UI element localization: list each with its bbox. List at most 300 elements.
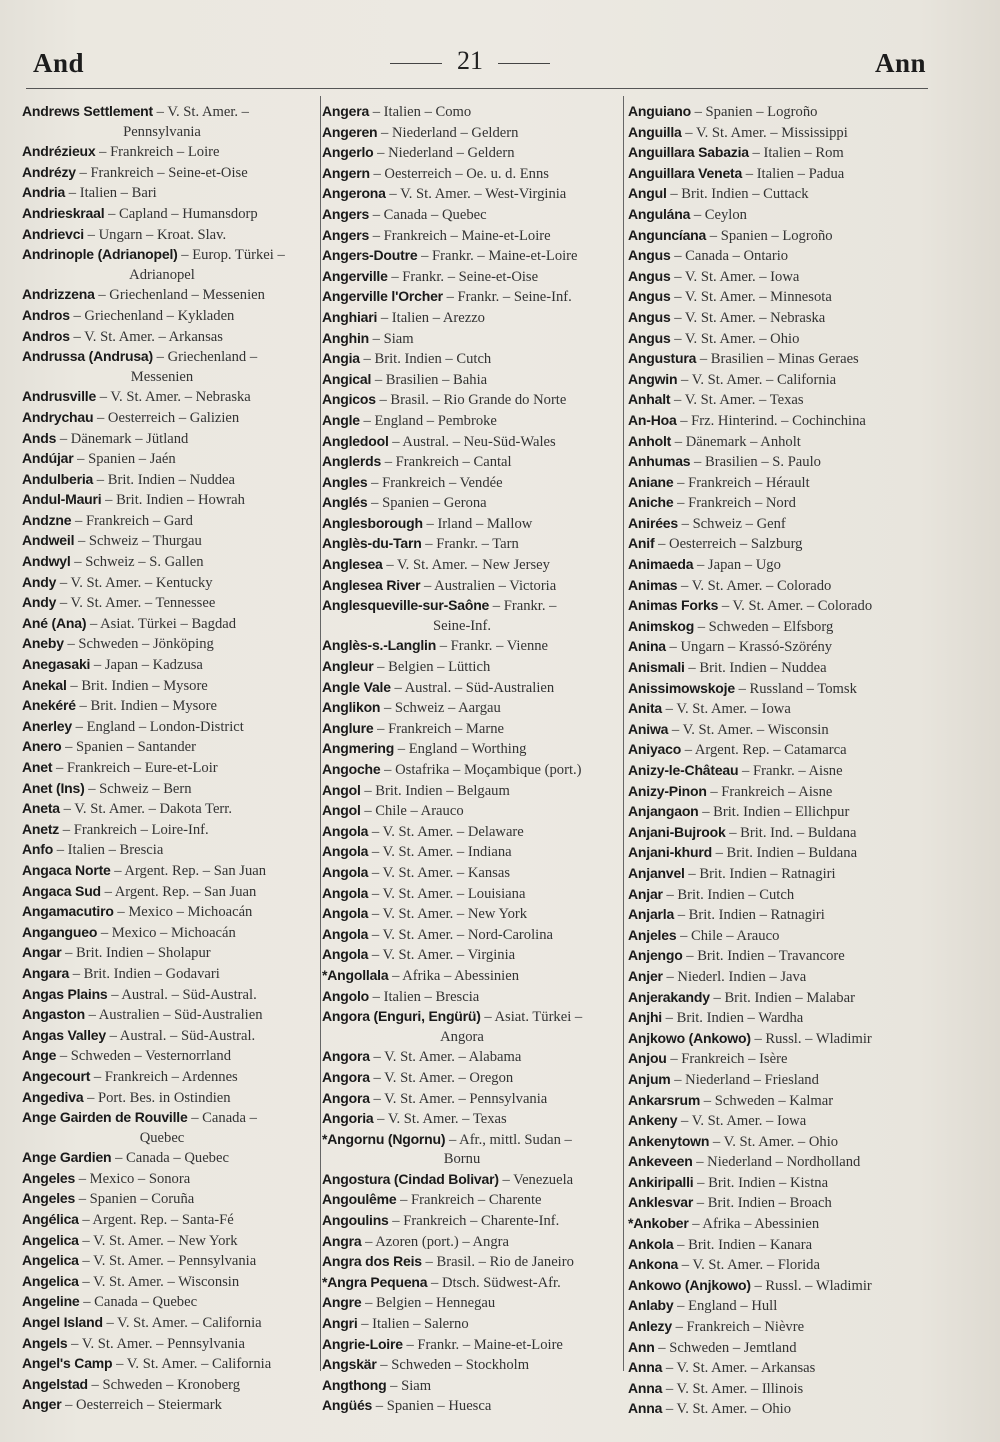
entry-place-name: Anjanvel bbox=[628, 864, 685, 881]
gazetteer-entry bbox=[628, 370, 928, 391]
entry-location: – Australien – Süd-Australien bbox=[88, 1007, 263, 1024]
gazetteer-entry bbox=[628, 1214, 928, 1235]
entry-place-name: Ankenytown bbox=[628, 1132, 710, 1149]
entry-location: – Canada – Quebec bbox=[115, 1150, 229, 1167]
entry-place-name: Angern bbox=[322, 164, 370, 181]
entry-place-name: Angledool bbox=[322, 432, 389, 449]
entry-location: – Argent. Rep. – Catamarca bbox=[684, 742, 847, 759]
entry-place-name: Anglikon bbox=[322, 699, 381, 716]
entry-place-name: Anerley bbox=[22, 717, 72, 734]
entry-location: – Frankreich – Loire-Inf. bbox=[62, 821, 209, 838]
entry-location: – Chile – Arauco bbox=[364, 803, 464, 820]
entry-place-name: Angas Valley bbox=[22, 1026, 106, 1043]
entry-place-name: Angangueo bbox=[22, 923, 98, 940]
entry-place-name: Aniyaco bbox=[628, 741, 682, 758]
entry-place-name: Anissimowskoje bbox=[628, 679, 735, 696]
entry-place-name: Andrews Settlement bbox=[22, 103, 153, 119]
entry-place-name: Angerville bbox=[322, 267, 388, 284]
gazetteer-entry bbox=[22, 204, 322, 225]
gazetteer-entry bbox=[22, 882, 322, 903]
entry-location: – Schweden – Elfsborg bbox=[697, 618, 834, 635]
gazetteer-entry bbox=[322, 308, 622, 329]
entry-place-name: Angus bbox=[628, 247, 671, 264]
entry-place-name: Anna bbox=[628, 1379, 663, 1396]
entry-place-name: Anjani-khurd bbox=[628, 844, 712, 861]
entry-place-name: Andrievci bbox=[22, 225, 84, 242]
entry-location: – Brit. Indien – Kistna bbox=[697, 1174, 829, 1191]
entry-place-name: Angelstad bbox=[22, 1375, 88, 1392]
entry-place-name: Angora bbox=[322, 1089, 370, 1106]
entry-place-name: Angus bbox=[628, 308, 671, 325]
entry-place-name: Ankeny bbox=[628, 1112, 678, 1129]
entry-location: – V. St. Amer. – Tennessee bbox=[59, 595, 216, 612]
gazetteer-entry bbox=[22, 285, 322, 306]
entry-location: – Ungarn – Kroat. Slav. bbox=[87, 226, 227, 243]
gazetteer-entry bbox=[22, 799, 322, 820]
entry-location: – V. St. Amer. – Texas bbox=[674, 392, 804, 409]
entry-place-name: Angaca Sud bbox=[22, 882, 101, 899]
gazetteer-entry bbox=[628, 287, 928, 308]
gazetteer-entry bbox=[628, 1255, 928, 1276]
entry-location: – Oesterreich – Oe. u. d. Enns bbox=[373, 165, 549, 182]
entry-location: – V. St. Amer. – Iowa bbox=[681, 1113, 807, 1130]
entry-place-name: Anismali bbox=[628, 659, 685, 676]
entry-location: – Spanien – Jaén bbox=[77, 451, 176, 468]
entry-location: – Niederland – Geldern bbox=[381, 124, 519, 141]
gazetteer-entry bbox=[628, 1091, 928, 1112]
gazetteer-entry bbox=[22, 1148, 322, 1169]
gazetteer-entry bbox=[628, 349, 928, 370]
entry-location: – Griechenland – bbox=[156, 349, 258, 366]
entry-location: – Venezuela bbox=[502, 1171, 574, 1188]
entry-place-name: Anirées bbox=[628, 514, 678, 531]
entry-location: – Brasilien – Bahia bbox=[374, 371, 488, 388]
gazetteer-entry bbox=[22, 923, 322, 944]
entry-place-name: Angelica bbox=[22, 1252, 79, 1269]
entry-location: – V. St. Amer. – Mississippi bbox=[685, 124, 848, 141]
entry-location: – Brit. Indien – Mysore bbox=[70, 677, 208, 694]
entry-location: – Oesterreich – Galizien bbox=[96, 409, 240, 426]
entry-place-name: Andrussa (Andrusa) bbox=[22, 348, 153, 365]
gazetteer-entry bbox=[22, 552, 322, 573]
entry-location: – Frankreich – Loire bbox=[99, 144, 220, 161]
entry-place-name: Angola bbox=[322, 843, 369, 860]
entry-location: – Brasil. – Rio Grande do Norte bbox=[379, 392, 567, 409]
gazetteer-entry bbox=[322, 822, 622, 843]
entry-place-name: Anna bbox=[628, 1400, 663, 1417]
entry-place-name: Anglerds bbox=[322, 453, 382, 470]
entry-place-name: Angul bbox=[628, 185, 667, 202]
gazetteer-entry bbox=[22, 163, 322, 184]
entry-location: – Japan – Ugo bbox=[696, 557, 781, 574]
entry-location: – Dänemark – Anholt bbox=[674, 433, 801, 450]
entry-location: – V. St. Amer. – Ohio bbox=[712, 1133, 839, 1150]
entry-location: – Brit. Indien – Nuddea bbox=[688, 660, 827, 677]
gazetteer-entry bbox=[322, 473, 622, 494]
entry-location: – V. St. Amer. – Ohio bbox=[674, 330, 800, 347]
gazetteer-entry bbox=[628, 267, 928, 288]
gazetteer-entry bbox=[322, 781, 622, 802]
gazetteer-entry bbox=[628, 1235, 928, 1256]
entry-location-continuation: Messenien bbox=[130, 368, 194, 385]
entry-location: – England – Pembroke bbox=[363, 412, 497, 429]
entry-location: – Frankreich – Isère bbox=[670, 1051, 788, 1068]
entry-place-name: Anghiari bbox=[322, 308, 378, 325]
entry-location: – V. St. Amer. – New Jersey bbox=[386, 557, 550, 574]
gazetteer-entry bbox=[322, 349, 622, 370]
entry-location: – V. St. Amer. – New York bbox=[82, 1232, 238, 1249]
entry-location: – V. St. Amer. – Pennsylvania bbox=[71, 1335, 245, 1352]
entry-location: – Brit. Indien – Travancore bbox=[686, 948, 845, 965]
entry-location: – England – London-District bbox=[75, 718, 244, 735]
entry-place-name: Andy bbox=[22, 594, 57, 611]
gazetteer-entry bbox=[322, 987, 622, 1008]
gazetteer-entry bbox=[322, 1335, 622, 1356]
entry-location: – Spanien – Huesca bbox=[375, 1398, 492, 1415]
gazetteer-entry bbox=[628, 329, 928, 350]
entry-location: – V. St. Amer. – Arkansas bbox=[73, 328, 223, 345]
entry-place-name: Anglesea River bbox=[322, 576, 421, 593]
gazetteer-entry bbox=[628, 1338, 928, 1359]
entry-place-name: Anfo bbox=[22, 841, 54, 858]
entry-place-name: Anguilla bbox=[628, 123, 682, 140]
gazetteer-entry bbox=[628, 246, 928, 267]
gazetteer-entry bbox=[322, 1211, 622, 1232]
gazetteer-entry bbox=[22, 655, 322, 676]
entry-place-name: Angus bbox=[628, 329, 671, 346]
gazetteer-entry bbox=[322, 884, 622, 905]
entry-location: – Brit. Indien – Ellichpur bbox=[702, 804, 850, 821]
entry-location: – Belgien – Lüttich bbox=[377, 659, 491, 676]
entry-place-name: Anet bbox=[22, 759, 53, 775]
gazetteer-entry bbox=[628, 1379, 928, 1400]
entry-location: – Schweiz – Thurgau bbox=[77, 533, 202, 550]
gazetteer-entry bbox=[22, 861, 322, 882]
gazetteer-entry bbox=[628, 164, 928, 185]
entry-place-name: Anlaby bbox=[628, 1297, 674, 1314]
gazetteer-entry bbox=[22, 102, 322, 123]
entry-location: – Austral. – Süd-Australien bbox=[394, 679, 555, 696]
entry-place-name: Anguiano bbox=[628, 103, 691, 119]
gazetteer-entry bbox=[322, 1293, 622, 1314]
gazetteer-entry bbox=[22, 1088, 322, 1109]
gazetteer-entry bbox=[322, 1170, 622, 1191]
entry-location: – Frankreich – Cantal bbox=[384, 454, 512, 471]
gazetteer-entry bbox=[22, 1067, 322, 1088]
gazetteer-entry bbox=[322, 390, 622, 411]
entry-place-name: Angerona bbox=[322, 185, 386, 202]
gazetteer-entry bbox=[628, 390, 928, 411]
entry-location: – Schweiz – Aargau bbox=[383, 700, 501, 717]
entry-place-name: Anina bbox=[628, 638, 666, 655]
entry-column-3 bbox=[628, 102, 928, 1420]
entry-place-name: Ange Gairden de Rouville bbox=[22, 1109, 188, 1126]
gazetteer-entry bbox=[22, 449, 322, 470]
entry-place-name: Angamacutiro bbox=[22, 903, 114, 920]
gazetteer-entry bbox=[322, 184, 622, 205]
entry-location: – Spanien – Gerona bbox=[371, 495, 487, 512]
gazetteer-entry bbox=[22, 1189, 322, 1210]
page-header bbox=[0, 46, 1000, 86]
gazetteer-entry bbox=[22, 511, 322, 532]
entry-place-name: Anger bbox=[22, 1396, 62, 1413]
gazetteer-entry bbox=[22, 490, 322, 511]
gazetteer-entry bbox=[322, 657, 622, 678]
entry-location: – Frankreich – Nièvre bbox=[675, 1319, 805, 1336]
entry-place-name: Anjangaon bbox=[628, 803, 699, 820]
entry-place-name: Anita bbox=[628, 700, 663, 717]
entry-location: – Niederl. Indien – Java bbox=[666, 968, 807, 985]
gazetteer-entry bbox=[322, 842, 622, 863]
entry-place-name: Anhumas bbox=[628, 453, 691, 470]
gazetteer-entry bbox=[22, 1046, 322, 1067]
gazetteer-entry bbox=[628, 143, 928, 164]
entry-location: – Brit. Indien – Cuttack bbox=[670, 186, 809, 203]
entry-place-name: Angeles bbox=[22, 1190, 76, 1207]
entry-place-name: Angus bbox=[628, 267, 671, 284]
gazetteer-entry bbox=[22, 470, 322, 491]
gazetteer-entry bbox=[22, 614, 322, 635]
entry-place-name: Angera bbox=[322, 103, 370, 119]
entry-location: – V. St. Amer. – California bbox=[681, 371, 837, 388]
entry-location: – Brit. Indien – Mysore bbox=[79, 698, 217, 715]
entry-place-name: Angediva bbox=[22, 1088, 84, 1105]
entry-place-name: Angaston bbox=[22, 1006, 85, 1023]
entry-location: – Port. Bes. in Ostindien bbox=[87, 1089, 231, 1106]
entry-location: – Niederland – Friesland bbox=[674, 1071, 819, 1088]
entry-location: – V. St. Amer. – Nebraska bbox=[99, 389, 251, 406]
gazetteer-entry bbox=[22, 717, 322, 738]
entry-place-name: Angelica bbox=[22, 1231, 79, 1248]
entry-place-name: Aniche bbox=[628, 494, 674, 511]
entry-place-name: Angola bbox=[322, 905, 369, 922]
entry-location: – Russl. – Wladimir bbox=[754, 1277, 872, 1294]
entry-location: – Argent. Rep. – Santa-Fé bbox=[82, 1212, 234, 1229]
entry-place-name: Andria bbox=[22, 184, 66, 201]
entry-location: – Schweden – Jönköping bbox=[67, 636, 214, 653]
gazetteer-entry bbox=[22, 1005, 322, 1026]
entry-location: – Afrika – Abessinien bbox=[692, 1216, 820, 1233]
gazetteer-entry bbox=[22, 347, 322, 368]
entry-place-name: Aneby bbox=[22, 635, 64, 652]
entry-place-name: Angri bbox=[322, 1315, 358, 1332]
entry-location: – England – Hull bbox=[677, 1298, 778, 1315]
entry-location: – Canada – Ontario bbox=[674, 248, 789, 265]
entry-place-name: Angerlo bbox=[322, 144, 374, 161]
entry-location: – Frankr. – Maine-et-Loire bbox=[421, 248, 578, 265]
entry-place-name: Ankeveen bbox=[628, 1153, 693, 1170]
gazetteer-entry bbox=[22, 840, 322, 861]
gazetteer-entry bbox=[322, 966, 622, 987]
entry-place-name: Anguillara Sabazia bbox=[628, 144, 749, 161]
gazetteer-entry bbox=[628, 1317, 928, 1338]
entry-place-name: Angas Plains bbox=[22, 985, 108, 1002]
entry-place-name: Anglès-du-Tarn bbox=[322, 535, 422, 552]
entry-location: – Frankreich – Hérault bbox=[677, 474, 810, 491]
entry-place-name: Andrinople (Adrianopel) bbox=[22, 246, 178, 263]
gazetteer-entry bbox=[322, 698, 622, 719]
entry-location: – Spanien – Logroño bbox=[709, 227, 833, 244]
entry-location: – Mexico – Michoacán bbox=[117, 904, 253, 921]
gazetteer-entry bbox=[322, 1047, 622, 1068]
entry-location: – Canada – Quebec bbox=[372, 206, 487, 223]
entry-location: – Brasil. – Rio de Janeiro bbox=[425, 1254, 574, 1271]
entry-location: – Ungarn – Krassó-Szörény bbox=[669, 639, 833, 656]
entry-place-name: Anguillara Veneta bbox=[628, 164, 743, 181]
gazetteer-entry bbox=[322, 329, 622, 350]
entry-location: – Schweden – Vesternorrland bbox=[59, 1048, 232, 1065]
gazetteer-entry bbox=[628, 184, 928, 205]
entry-location: – Brasilien – S. Paulo bbox=[694, 454, 821, 471]
gazetteer-entry bbox=[22, 779, 322, 800]
entry-location: – Russland – Tomsk bbox=[738, 680, 857, 697]
entry-place-name: Anjou bbox=[628, 1050, 667, 1067]
entry-place-name: Angelica bbox=[22, 1272, 79, 1289]
entry-place-name: Anklesvar bbox=[628, 1194, 694, 1211]
entry-location: – V. St. Amer. – New York bbox=[371, 906, 528, 923]
entry-location: – Asiat. Türkei – bbox=[484, 1009, 583, 1026]
gazetteer-entry bbox=[322, 102, 622, 123]
entry-place-name: Andrychau bbox=[22, 408, 94, 425]
entry-location: – Brit. Indien – Broach bbox=[696, 1195, 832, 1212]
entry-place-name: Angulána bbox=[628, 205, 691, 222]
entry-location: – V. St. Amer. – Delaware bbox=[371, 823, 524, 840]
gazetteer-entry bbox=[322, 452, 622, 473]
entry-location: – Brit. Ind. – Buldana bbox=[729, 824, 857, 841]
entry-location: – Irland – Mallow bbox=[426, 515, 533, 532]
gazetteer-entry bbox=[322, 1376, 622, 1397]
gazetteer-entry bbox=[628, 699, 928, 720]
entry-location: – Schweiz – S. Gallen bbox=[74, 554, 204, 571]
gazetteer-entry bbox=[322, 267, 622, 288]
gazetteer-entry bbox=[322, 514, 622, 535]
gazetteer-entry bbox=[628, 617, 928, 638]
entry-location: – V. St. Amer. – Dakota Terr. bbox=[63, 801, 232, 818]
entry-place-name: Ankowo (Anjkowo) bbox=[628, 1276, 751, 1293]
entry-place-name: Angicos bbox=[322, 391, 376, 408]
gazetteer-entry bbox=[22, 964, 322, 985]
entry-place-name: Angolo bbox=[322, 987, 370, 1004]
gazetteer-entry bbox=[322, 1089, 622, 1110]
entry-place-name: Angel Island bbox=[22, 1314, 103, 1331]
entry-location: – Italien – Padua bbox=[745, 165, 845, 182]
entry-location-continuation: Adrianopel bbox=[129, 266, 195, 283]
entry-location: – V. St. Amer. – Ohio bbox=[665, 1401, 792, 1418]
entry-place-name: Angers bbox=[322, 205, 370, 222]
entry-place-name: Angwin bbox=[628, 370, 678, 387]
entry-location: – Europ. Türkei – bbox=[181, 247, 285, 264]
entry-location: – Dtsch. Südwest-Afr. bbox=[431, 1274, 561, 1291]
entry-location: – Belgien – Hennegau bbox=[365, 1295, 496, 1312]
entry-location: – Italien – Brescia bbox=[56, 842, 164, 859]
entry-place-name: Angoulins bbox=[322, 1212, 389, 1229]
gazetteer-entry bbox=[628, 226, 928, 247]
entry-place-name: Angels bbox=[22, 1334, 68, 1351]
gazetteer-entry bbox=[322, 1396, 622, 1417]
gazetteer-entry bbox=[322, 1232, 622, 1253]
gazetteer-entry bbox=[322, 411, 622, 432]
gazetteer-entry bbox=[22, 696, 322, 717]
entry-location: – Brit. Indien – Ratnagiri bbox=[677, 907, 825, 924]
gazetteer-entry bbox=[22, 327, 322, 348]
entry-location: – Canada – bbox=[191, 1110, 257, 1127]
entry-location: – Frankreich – Gard bbox=[75, 512, 193, 529]
gazetteer-entry bbox=[22, 1026, 322, 1047]
entry-location: – Frankreich – Nord bbox=[677, 495, 796, 512]
entry-place-name: Angora (Enguri, Engürü) bbox=[322, 1008, 481, 1025]
entry-place-name: Angola bbox=[322, 863, 369, 880]
gazetteer-entry bbox=[22, 183, 322, 204]
entry-location: – Italien – Salerno bbox=[361, 1316, 469, 1333]
gazetteer-entry bbox=[628, 1070, 928, 1091]
entry-location: – Frankr. – Seine-Inf. bbox=[446, 289, 572, 306]
entry-location: – V. St. Amer. – Indiana bbox=[371, 844, 512, 861]
entry-location: – Brit. Indien – Godavari bbox=[72, 965, 220, 982]
entry-location: – Frankr. – Maine-et-Loire bbox=[406, 1336, 563, 1353]
entry-place-name: Anguncíana bbox=[628, 226, 707, 243]
entry-place-name: Angustura bbox=[628, 350, 697, 367]
entry-place-name: Angical bbox=[322, 370, 372, 387]
gazetteer-entry bbox=[628, 452, 928, 473]
entry-location: – Ceylon bbox=[693, 206, 747, 223]
gazetteer-entry bbox=[22, 531, 322, 552]
entry-location: – Frankr. – Seine-et-Oise bbox=[391, 268, 539, 285]
entry-location: – Russl. – Wladimir bbox=[754, 1030, 872, 1047]
entry-location: – Frankr. – Vienne bbox=[439, 638, 549, 655]
entry-place-name: Anjar bbox=[628, 885, 663, 902]
gazetteer-entry bbox=[628, 658, 928, 679]
entry-location: – Mexico – Sonora bbox=[78, 1170, 191, 1187]
entry-place-name: Anetz bbox=[22, 820, 60, 837]
gazetteer-entry bbox=[628, 411, 928, 432]
entry-location: – Austral. – Süd-Austral. bbox=[109, 1027, 256, 1044]
entry-location: – Brit. Indien – Wardha bbox=[665, 1010, 804, 1027]
entry-location: – V. St. Amer. – Iowa bbox=[665, 701, 791, 718]
gazetteer-entry bbox=[322, 287, 622, 308]
gazetteer-entry bbox=[628, 823, 928, 844]
gazetteer-entry bbox=[628, 514, 928, 535]
entry-place-name: Anna bbox=[628, 1359, 663, 1376]
gazetteer-entry bbox=[322, 863, 622, 884]
gazetteer-entry bbox=[22, 1334, 322, 1355]
entry-location-continuation: Quebec bbox=[139, 1129, 185, 1146]
gazetteer-entry bbox=[628, 123, 928, 144]
entry-place-name: Anjengo bbox=[628, 947, 683, 964]
entry-location: – V. St. Amer. – Colorado bbox=[681, 577, 832, 594]
entry-location: – V. St. Amer. – Oregon bbox=[373, 1069, 514, 1086]
entry-location: – Spanien – Coruña bbox=[78, 1191, 195, 1208]
entry-location: – Frankreich – Marne bbox=[377, 720, 504, 737]
entry-location: – Argent. Rep. – San Juan bbox=[114, 862, 267, 879]
gazetteer-entry bbox=[322, 904, 622, 925]
entry-place-name: Angers bbox=[322, 226, 370, 243]
entry-location: – Australien – Victoria bbox=[424, 577, 557, 594]
gazetteer-entry bbox=[22, 1108, 322, 1129]
entry-place-name: Andrieskraal bbox=[22, 204, 105, 221]
gazetteer-entry bbox=[322, 123, 622, 144]
gazetteer-entry bbox=[628, 679, 928, 700]
entry-location: – Siam bbox=[372, 330, 414, 347]
gazetteer-entry bbox=[628, 596, 928, 617]
gazetteer-entry bbox=[22, 676, 322, 697]
entry-place-name: Angles bbox=[322, 473, 368, 490]
column-divider bbox=[623, 96, 624, 1371]
gazetteer-entry bbox=[322, 1273, 622, 1294]
entry-location: – Italien – Brescia bbox=[372, 988, 480, 1005]
entry-place-name: *Angollala bbox=[322, 966, 389, 983]
entry-location: – Brit. Indien – Ratnagiri bbox=[688, 865, 836, 882]
entry-place-name: Aneta bbox=[22, 800, 60, 817]
